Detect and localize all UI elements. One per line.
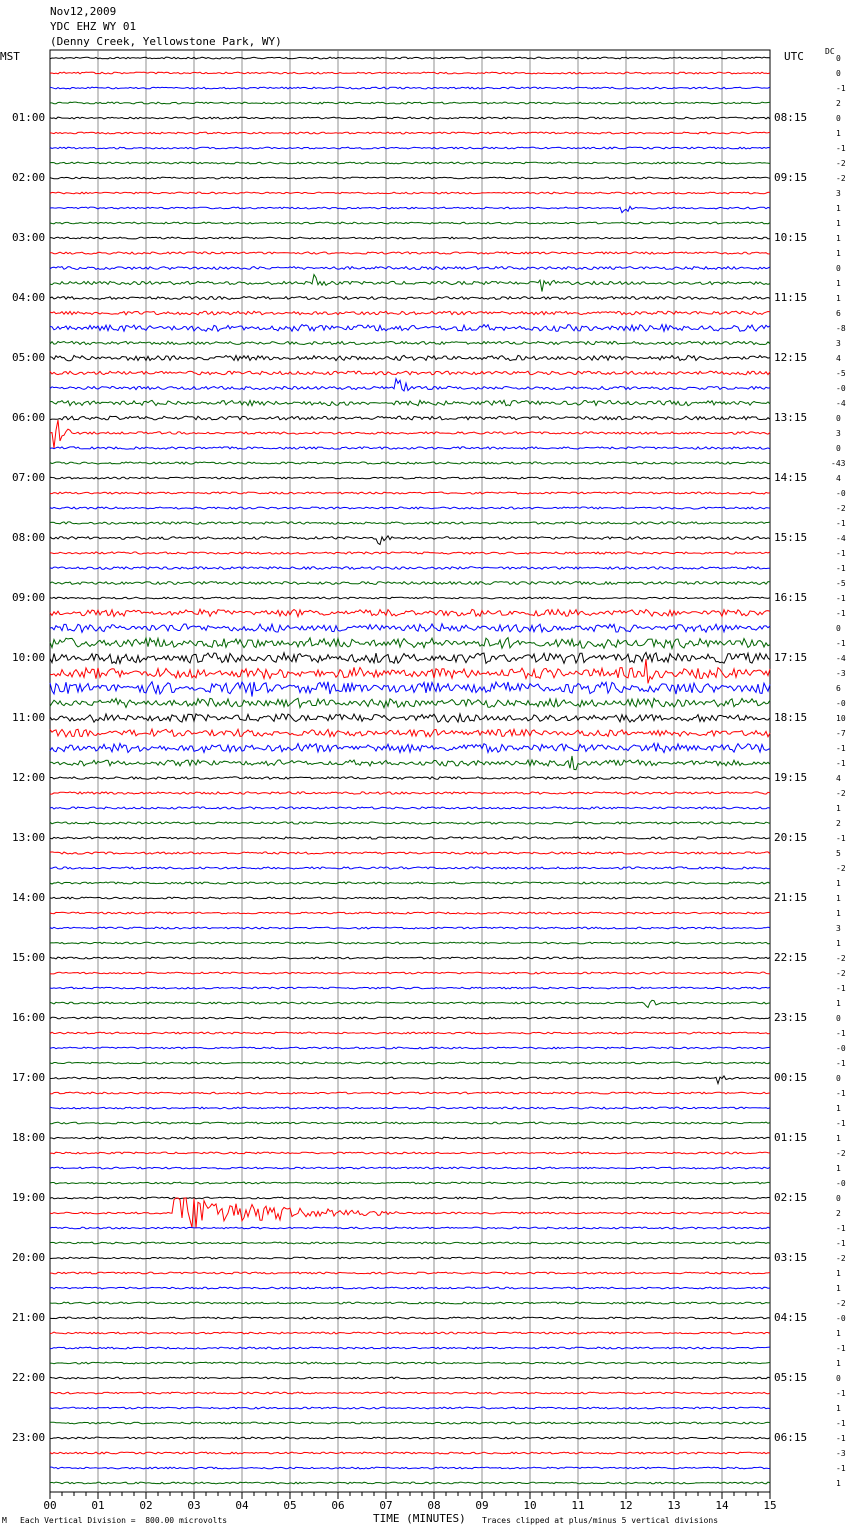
x-tick-label: 15 [763, 1499, 777, 1512]
dc-offset-value: -3 [836, 1449, 846, 1458]
x-tick-label: 02 [139, 1499, 153, 1512]
dc-offset-value: -5 [836, 369, 846, 378]
mst-hour-label: 09:00 [12, 591, 46, 604]
trace-line [50, 682, 770, 697]
trace-line [50, 1347, 770, 1349]
dc-offset-value: 1 [836, 1269, 841, 1278]
dc-offset-value: -1 [836, 1419, 846, 1428]
dc-offset-value: -2 [836, 159, 846, 168]
trace-line [50, 1167, 770, 1169]
dc-offset-value: 0 [836, 1194, 841, 1203]
trace-line [50, 972, 770, 974]
utc-hour-label: 06:15 [774, 1431, 808, 1444]
dc-offset-value: -1 [836, 594, 846, 603]
dc-offset-value: 1 [836, 1479, 841, 1488]
dc-offset-value: 1 [836, 204, 841, 213]
trace-line [50, 822, 770, 824]
dc-offset-value: 1 [836, 219, 841, 228]
dc-offset-value: 4 [836, 774, 841, 783]
trace-line [50, 117, 770, 119]
trace-line [50, 1257, 770, 1259]
trace-line [50, 1302, 770, 1304]
plot-frame [50, 50, 770, 1492]
utc-hour-label: 11:15 [774, 291, 808, 304]
x-tick-label: 00 [43, 1499, 57, 1512]
dc-offset-value: -1 [836, 759, 846, 768]
trace-line [50, 1076, 770, 1084]
utc-hour-label: 21:15 [774, 891, 808, 904]
utc-hour-label: 09:15 [774, 171, 808, 184]
dc-offset-value: 6 [836, 684, 841, 693]
trace-line [50, 162, 770, 164]
trace-line [50, 275, 770, 292]
dc-offset-value: 1 [836, 1329, 841, 1338]
trace-line [50, 867, 770, 869]
dc-offset-value: 1 [836, 909, 841, 918]
trace-line [50, 1032, 770, 1034]
dc-offset-value: -2 [836, 174, 846, 183]
x-tick-label: 08 [427, 1499, 441, 1512]
dc-label: DC [825, 47, 835, 56]
dc-offset-value: -1 [836, 834, 846, 843]
dc-offset-value: -1 [836, 1059, 846, 1068]
trace-line [50, 652, 770, 663]
dc-offset-value: -1 [836, 1239, 846, 1248]
trace-line [50, 325, 770, 332]
utc-hour-label: 17:15 [774, 651, 808, 664]
mst-hour-label: 05:00 [12, 351, 46, 364]
utc-hour-label: 01:15 [774, 1131, 808, 1144]
dc-offset-value: -1 [836, 1119, 846, 1128]
mst-hour-label: 19:00 [12, 1191, 46, 1204]
trace-line [50, 837, 770, 839]
mst-hour-label: 07:00 [12, 471, 46, 484]
dc-offset-value: 1 [836, 294, 841, 303]
x-tick-label: 05 [283, 1499, 297, 1512]
utc-hour-label: 15:15 [774, 531, 808, 544]
mst-hour-label: 21:00 [12, 1311, 46, 1324]
dc-offset-value: -1 [836, 564, 846, 573]
trace-line [50, 942, 770, 944]
dc-offset-value: 0 [836, 54, 841, 63]
trace-line [50, 536, 770, 545]
dc-offset-value: 3 [836, 189, 841, 198]
trace-line [50, 1198, 770, 1228]
dc-offset-value: 0 [836, 1014, 841, 1023]
trace-line [50, 311, 770, 315]
trace-line [50, 852, 770, 854]
dc-offset-value: -0 [836, 489, 846, 498]
trace-line [50, 147, 770, 149]
dc-offset-value: 2 [836, 1209, 841, 1218]
dc-offset-value: -1 [836, 1029, 846, 1038]
dc-offset-value: 1 [836, 894, 841, 903]
trace-line [50, 1422, 770, 1424]
utc-hour-label: 23:15 [774, 1011, 808, 1024]
x-tick-label: 12 [619, 1499, 633, 1512]
trace-line [50, 447, 770, 449]
dc-offset-value: 1 [836, 234, 841, 243]
trace-line [50, 927, 770, 929]
dc-offset-value: 0 [836, 624, 841, 633]
trace-line [50, 237, 770, 239]
trace-line [50, 341, 770, 344]
dc-offset-value: 1 [836, 1359, 841, 1368]
dc-offset-value: 1 [836, 1164, 841, 1173]
dc-offset-value: 1 [836, 1404, 841, 1413]
trace-line [50, 57, 770, 59]
mst-hour-label: 18:00 [12, 1131, 46, 1144]
plot-grid [50, 50, 770, 1492]
trace-line [50, 882, 770, 884]
trace-line [50, 87, 770, 89]
dc-offset-value: -0 [836, 1179, 846, 1188]
trace-line [50, 777, 770, 780]
dc-offset-value: -2 [836, 1149, 846, 1158]
mst-hour-label: 11:00 [12, 711, 46, 724]
trace-line [50, 756, 770, 770]
trace-line [50, 1092, 770, 1094]
dc-offset-value: 1 [836, 999, 841, 1008]
trace-line [50, 477, 770, 479]
dc-offset-value: 3 [836, 429, 841, 438]
x-tick-label: 10 [523, 1499, 537, 1512]
mst-hour-label: 13:00 [12, 831, 46, 844]
dc-offset-value: 1 [836, 939, 841, 948]
trace-line [50, 1407, 770, 1409]
trace-line [50, 192, 770, 194]
trace-line [50, 379, 770, 391]
dc-offset-value: -1 [836, 84, 846, 93]
trace-line [50, 597, 770, 599]
corner-mark: M [2, 1516, 7, 1525]
dc-offset-value: 3 [836, 924, 841, 933]
trace-line [50, 1137, 770, 1139]
trace-line [50, 624, 770, 633]
trace-line [50, 1182, 770, 1184]
x-tick-label: 06 [331, 1499, 345, 1512]
trace-line [50, 552, 770, 554]
utc-hour-label: 13:15 [774, 411, 808, 424]
utc-hour-label: 12:15 [774, 351, 808, 364]
dc-offset-value: 1 [836, 129, 841, 138]
utc-hour-label: 08:15 [774, 111, 808, 124]
mst-hour-label: 03:00 [12, 231, 46, 244]
mst-hour-label: 06:00 [12, 411, 46, 424]
utc-hour-label: 22:15 [774, 951, 808, 964]
utc-hour-label: 03:15 [774, 1251, 808, 1264]
dc-offset-value: -1 [836, 639, 846, 648]
trace-line [50, 659, 770, 683]
dc-offset-value: 10 [836, 714, 846, 723]
dc-offset-value: 1 [836, 804, 841, 813]
dc-offset-value: -43 [831, 459, 846, 468]
trace-line [50, 1272, 770, 1274]
x-axis-title: TIME (MINUTES) [373, 1512, 466, 1525]
x-tick-label: 03 [187, 1499, 201, 1512]
trace-line [50, 1107, 770, 1109]
dc-offset-value: 4 [836, 354, 841, 363]
trace-line [50, 267, 770, 270]
dc-offset-value: -5 [836, 579, 846, 588]
trace-line [50, 1227, 770, 1229]
mst-hour-label: 12:00 [12, 771, 46, 784]
trace-line [50, 1287, 770, 1289]
station-code: YDC EHZ WY 01 [50, 20, 137, 33]
trace-line [50, 400, 770, 405]
dc-offset-value: -2 [836, 1254, 846, 1263]
dc-offset-value: -2 [836, 864, 846, 873]
trace-line [50, 355, 770, 360]
dc-offset-value: 0 [836, 1374, 841, 1383]
mst-hour-label: 15:00 [12, 951, 46, 964]
trace-line [50, 416, 770, 420]
dc-offset-value: 0 [836, 414, 841, 423]
trace-line [50, 252, 770, 254]
trace-line [50, 957, 770, 959]
x-tick-label: 04 [235, 1499, 249, 1512]
trace-line [50, 1152, 770, 1154]
mst-hour-label: 04:00 [12, 291, 46, 304]
dc-offset-value: -0 [836, 384, 846, 393]
dc-offset-value: 1 [836, 879, 841, 888]
trace-line [50, 1047, 770, 1049]
mst-hour-label: 08:00 [12, 531, 46, 544]
trace-line [50, 420, 770, 448]
trace-line [50, 177, 770, 179]
trace-line [50, 206, 770, 212]
trace-line [50, 1482, 770, 1484]
trace-line [50, 72, 770, 74]
trace-line [50, 1000, 770, 1007]
mst-hour-label: 10:00 [12, 651, 46, 664]
dc-offset-value: 0 [836, 69, 841, 78]
dc-offset-value: -2 [836, 1299, 846, 1308]
dc-offset-value: -1 [836, 144, 846, 153]
trace-line [50, 1197, 770, 1199]
dc-offset-value: 0 [836, 114, 841, 123]
utc-hour-label: 05:15 [774, 1371, 808, 1384]
trace-line [50, 807, 770, 809]
trace-line [50, 462, 770, 464]
trace-line [50, 609, 770, 616]
trace-line [50, 567, 770, 570]
x-tick-label: 11 [571, 1499, 585, 1512]
dc-offset-value: -0 [836, 699, 846, 708]
trace-line [50, 222, 770, 224]
dc-offset-value: 0 [836, 1074, 841, 1083]
chart-date: Nov12,2009 [50, 5, 117, 18]
utc-hour-label: 18:15 [774, 711, 808, 724]
trace-line [50, 714, 770, 722]
x-tick-label: 07 [379, 1499, 393, 1512]
trace-line [50, 698, 770, 707]
trace-line [50, 522, 770, 524]
dc-offset-value: 5 [836, 849, 841, 858]
trace-line [50, 792, 770, 794]
dc-offset-value: -2 [836, 954, 846, 963]
dc-offset-value: 1 [836, 249, 841, 258]
trace-line [50, 371, 770, 375]
dc-offset-value: 0 [836, 444, 841, 453]
trace-line [50, 912, 770, 914]
dc-offset-value: -1 [836, 1464, 846, 1473]
mst-hour-label: 17:00 [12, 1071, 46, 1084]
trace-line [50, 743, 770, 752]
clip-note: Traces clipped at plus/minus 5 vertical divisions [482, 1516, 719, 1525]
mst-hour-label: 20:00 [12, 1251, 46, 1264]
mst-hour-label: 02:00 [12, 171, 46, 184]
station-location: (Denny Creek, Yellowstone Park, WY) [50, 35, 282, 48]
x-tick-label: 14 [715, 1499, 729, 1512]
utc-hour-label: 00:15 [774, 1071, 808, 1084]
dc-offset-value: -4 [836, 399, 846, 408]
dc-offset-value: -2 [836, 504, 846, 513]
trace-line [50, 1452, 770, 1454]
trace-line [50, 1362, 770, 1364]
dc-offset-value: -2 [836, 969, 846, 978]
x-tick-label: 13 [667, 1499, 681, 1512]
utc-label: UTC [784, 50, 804, 63]
dc-offset-value: -1 [836, 549, 846, 558]
trace-line [50, 1017, 770, 1019]
trace-line [50, 1467, 770, 1469]
dc-offset-value: -0 [836, 1314, 846, 1323]
trace-line [50, 132, 770, 134]
trace-line [50, 102, 770, 104]
mst-label: MST [0, 50, 20, 63]
dc-offset-value: 1 [836, 1134, 841, 1143]
mst-hour-label: 16:00 [12, 1011, 46, 1024]
mst-hour-label: 14:00 [12, 891, 46, 904]
trace-group [50, 57, 770, 1484]
trace-line [50, 1392, 770, 1394]
dc-offset-value: 3 [836, 339, 841, 348]
dc-offset-value: 1 [836, 279, 841, 288]
trace-line [50, 582, 770, 585]
mst-hour-label: 23:00 [12, 1431, 46, 1444]
trace-line [50, 1317, 770, 1319]
dc-offset-value: -4 [836, 534, 846, 543]
dc-offset-value: 2 [836, 99, 841, 108]
utc-hour-label: 19:15 [774, 771, 808, 784]
dc-offset-value: -8 [836, 324, 846, 333]
mst-hour-label: 01:00 [12, 111, 46, 124]
dc-offset-value: -3 [836, 669, 846, 678]
dc-offset-value: -1 [836, 1224, 846, 1233]
trace-line [50, 297, 770, 300]
trace-line [50, 1377, 770, 1379]
dc-offset-value: -1 [836, 1389, 846, 1398]
dc-offset-value: -7 [836, 729, 846, 738]
dc-offset-value: -1 [836, 984, 846, 993]
utc-hour-label: 16:15 [774, 591, 808, 604]
trace-line [50, 1122, 770, 1124]
dc-offset-value: -4 [836, 654, 846, 663]
dc-offset-value: 4 [836, 474, 841, 483]
dc-offset-value: -1 [836, 519, 846, 528]
dc-offset-value: 6 [836, 309, 841, 318]
x-axis [43, 1492, 776, 1512]
utc-hour-label: 14:15 [774, 471, 808, 484]
utc-hour-label: 20:15 [774, 831, 808, 844]
dc-offset-value: 2 [836, 819, 841, 828]
trace-line [50, 897, 770, 899]
dc-offset-value: -1 [836, 744, 846, 753]
dc-offset-value: 1 [836, 1104, 841, 1113]
x-tick-label: 09 [475, 1499, 489, 1512]
dc-offset-value: -1 [836, 609, 846, 618]
trace-line [50, 507, 770, 509]
trace-line [50, 729, 770, 737]
dc-offset-value: -1 [836, 1434, 846, 1443]
dc-offset-value: -1 [836, 1089, 846, 1098]
utc-hour-label: 10:15 [774, 231, 808, 244]
utc-hour-label: 04:15 [774, 1311, 808, 1324]
dc-offset-value: 0 [836, 264, 841, 273]
trace-line [50, 1332, 770, 1334]
trace-line [50, 492, 770, 494]
x-tick-label: 01 [91, 1499, 105, 1512]
trace-line [50, 1437, 770, 1439]
trace-line [50, 987, 770, 989]
trace-line [50, 1242, 770, 1244]
trace-line [50, 638, 770, 649]
dc-offset-value: -0 [836, 1044, 846, 1053]
dc-offset-value: -2 [836, 789, 846, 798]
dc-offset-value: 1 [836, 1284, 841, 1293]
dc-offset-value: -1 [836, 1344, 846, 1353]
mst-hour-label: 22:00 [12, 1371, 46, 1384]
trace-line [50, 1062, 770, 1064]
utc-hour-label: 02:15 [774, 1191, 808, 1204]
vertical-division-note: Each Vertical Division = 800.00 microvolts [20, 1516, 228, 1525]
